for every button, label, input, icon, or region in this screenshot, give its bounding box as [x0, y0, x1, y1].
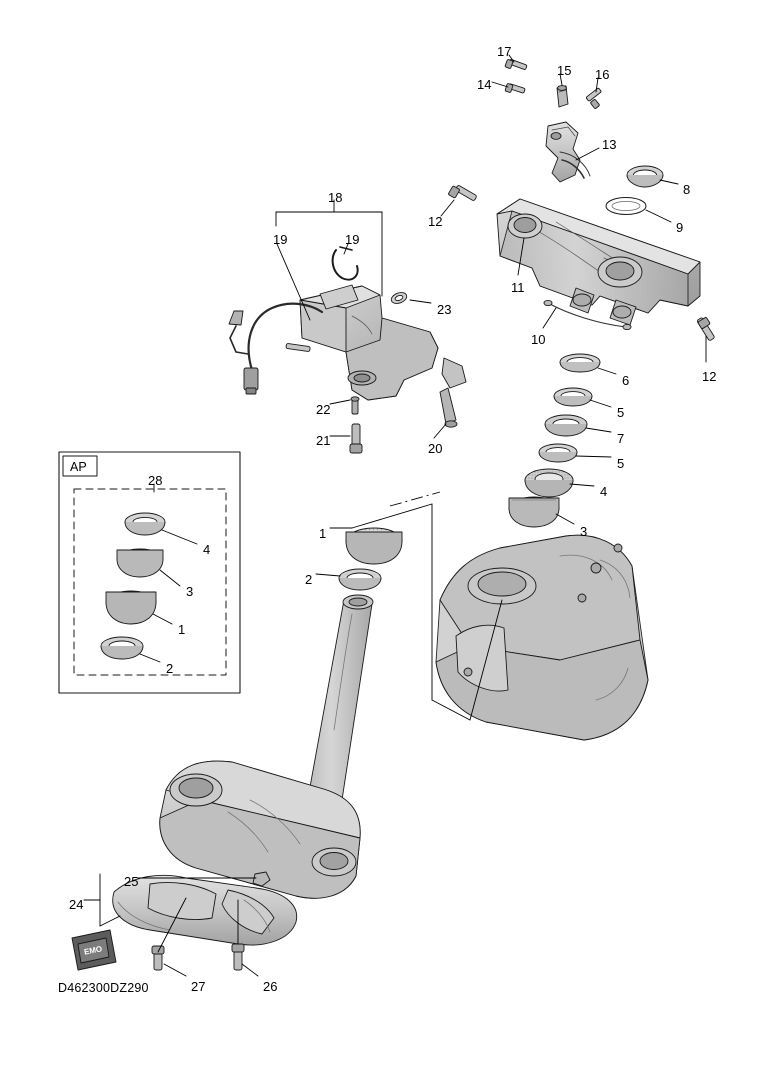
- callout-24: 24: [69, 897, 84, 912]
- callout-3-main: 3: [580, 524, 588, 539]
- callout-4-main: 4: [600, 484, 608, 499]
- callout-28: 28: [148, 473, 163, 488]
- callout-5-upper: 5: [617, 405, 625, 420]
- callout-8: 8: [683, 182, 691, 197]
- callout-1-ap: 1: [178, 622, 186, 637]
- callout-27: 27: [191, 979, 206, 994]
- callout-14: 14: [477, 77, 492, 92]
- callout-11: 11: [511, 280, 525, 295]
- callout-2-ap: 2: [166, 661, 174, 676]
- callout-18: 18: [328, 190, 343, 205]
- callout-12-upper: 12: [428, 214, 443, 229]
- callout-13: 13: [602, 137, 617, 152]
- callout-4-ap: 4: [203, 542, 211, 557]
- callout-23: 23: [437, 302, 452, 317]
- callout-15: 15: [557, 63, 572, 78]
- callout-16: 16: [595, 67, 610, 82]
- callout-19-right: 19: [345, 232, 360, 247]
- callout-5-lower: 5: [617, 456, 625, 471]
- callout-22: 22: [316, 402, 331, 417]
- callout-25: 25: [124, 874, 139, 889]
- callout-17: 17: [497, 44, 512, 59]
- callout-6: 6: [622, 373, 630, 388]
- warning-decal-text: EMO: [83, 944, 103, 957]
- callout-26: 26: [263, 979, 278, 994]
- callout-3-ap: 3: [186, 584, 194, 599]
- callout-21: 21: [316, 433, 331, 448]
- callout-1-main: 1: [319, 526, 327, 541]
- callout-19-left: 19: [273, 232, 288, 247]
- callout-20: 20: [428, 441, 443, 456]
- callout-9: 9: [676, 220, 684, 235]
- callout-10: 10: [531, 332, 546, 347]
- ap-box-label: AP: [70, 460, 87, 474]
- callout-12-lower: 12: [702, 369, 717, 384]
- callout-2-main: 2: [305, 572, 313, 587]
- part-code: D462300DZ290: [58, 981, 149, 995]
- callout-7: 7: [617, 431, 625, 446]
